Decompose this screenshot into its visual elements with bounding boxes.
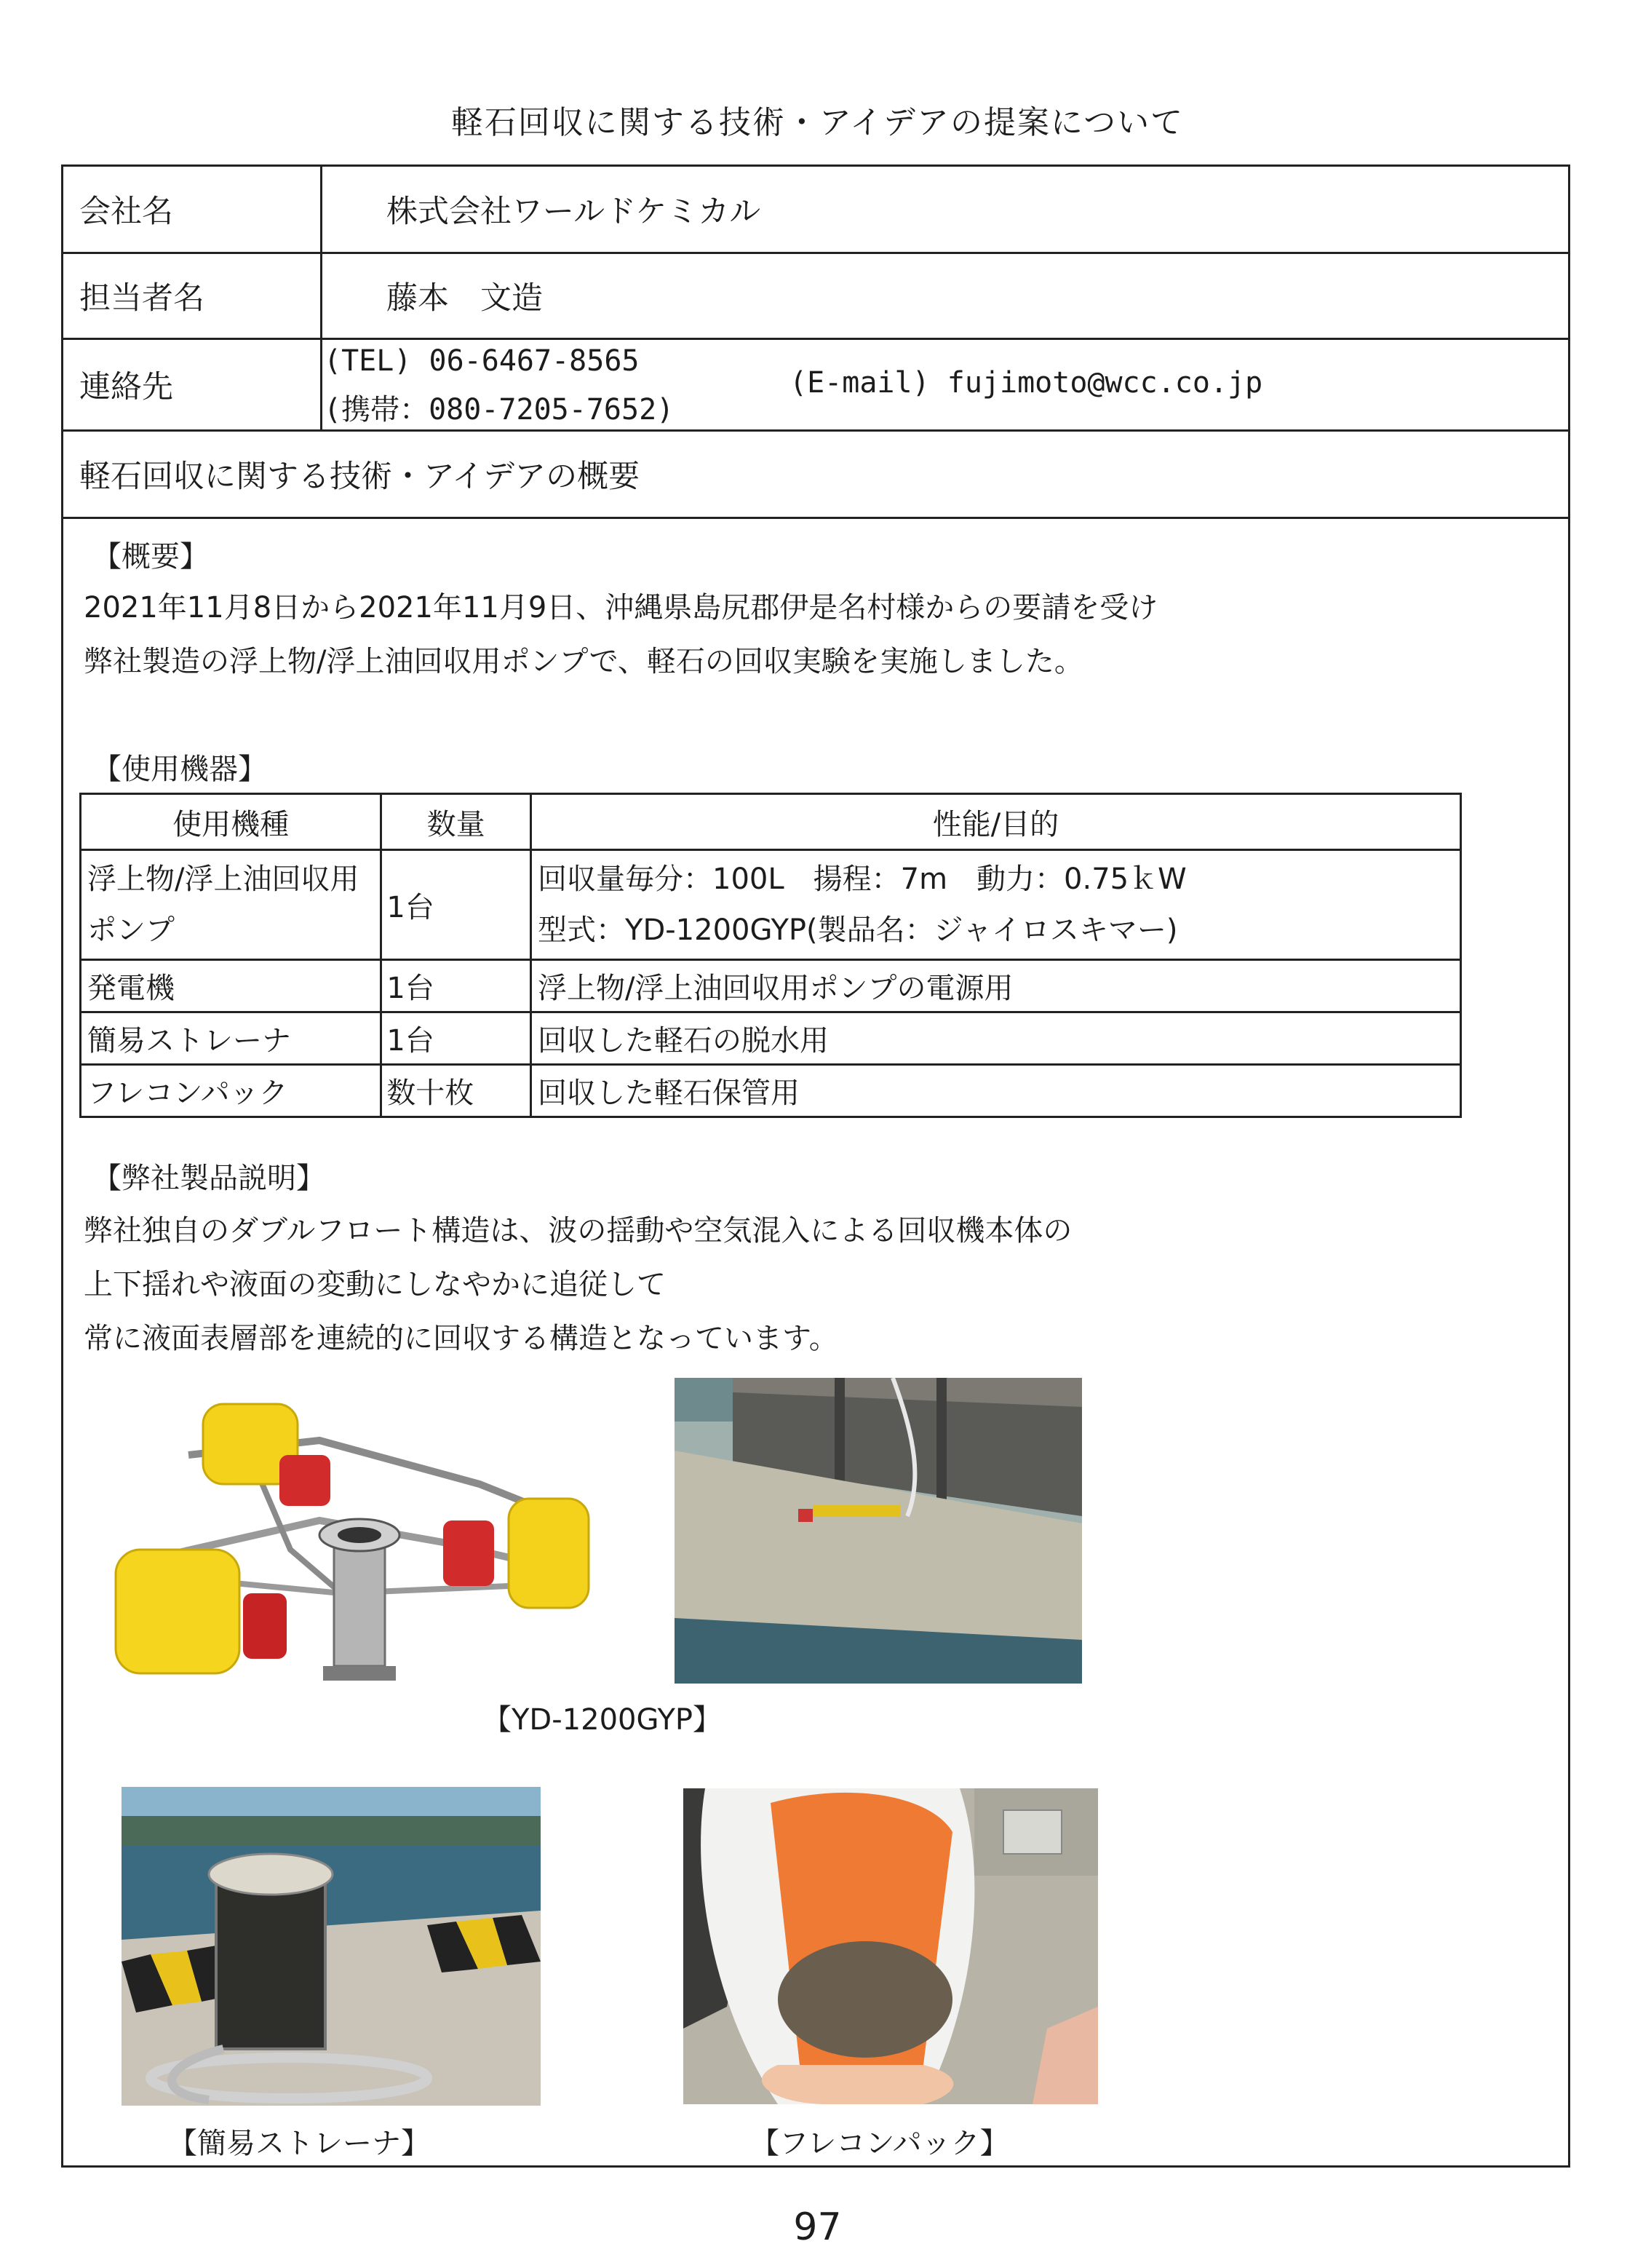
strainer-caption: 【簡易ストレーナ】 — [168, 2127, 430, 2160]
company-value: 株式会社ワールドケミカル — [386, 194, 761, 230]
harbor-operation-photo — [675, 1378, 1082, 1684]
pump-caption: 【YD-1200GYP】 — [482, 1703, 723, 1737]
summary-line: 弊社製造の浮上物/浮上油回収用ポンプで、軽石の回収実験を実施しました。 — [84, 645, 1083, 678]
equipment-quantity: 1台 — [381, 960, 531, 1012]
equipment-purpose: 回収した軽石保管用 — [531, 1065, 1461, 1117]
equipment-quantity: 1台 — [381, 1012, 531, 1065]
equipment-name: 発電機 — [81, 960, 381, 1012]
product-line: 上下揺れや液面の変動にしなやかに追従して — [84, 1268, 666, 1301]
person-label: 担当者名 — [63, 254, 322, 338]
overview-header-row — [63, 432, 1568, 519]
person-value: 藤本 文造 — [386, 280, 543, 317]
flexible-container-photo — [683, 1788, 1098, 2104]
strainer-photo — [122, 1787, 541, 2106]
table-row — [81, 850, 1461, 960]
equipment-name: フレコンパック — [81, 1065, 381, 1117]
contact-label: 連絡先 — [63, 340, 322, 429]
equipment-purpose: 回収した軽石の脱水用 — [531, 1012, 1461, 1065]
table-row — [81, 1012, 1461, 1065]
contact-tel: (TEL) 06-6467-8565 — [324, 344, 640, 378]
column-header-quantity: 数量 — [381, 794, 531, 850]
product-line: 常に液面表層部を連続的に回収する構造となっています。 — [84, 1322, 838, 1355]
company-row — [63, 167, 1568, 254]
skimmer-pump-photo — [101, 1375, 610, 1695]
equipment-purpose-cell — [531, 850, 1461, 960]
equipment-purpose: 回収量毎分：100L 揚程：7m 動力：0.75ｋW — [538, 863, 1187, 896]
contact-mobile: (携帯：080-7205-7652) — [324, 393, 675, 427]
table-row — [81, 960, 1461, 1012]
person-row — [63, 254, 1568, 340]
contact-email: (E-mail) fujimoto@wcc.co.jp — [789, 366, 1263, 400]
equipment-name: 簡易ストレーナ — [81, 1012, 381, 1065]
flexible-container-caption: 【フレコンパック】 — [750, 2127, 1009, 2160]
column-header-model: 使用機種 — [81, 794, 381, 850]
equipment-name: 浮上物/浮上油回収用ポンプ — [81, 850, 381, 960]
equipment-quantity: 1台 — [381, 850, 531, 960]
column-header-purpose: 性能/目的 — [531, 794, 1461, 850]
equipment-quantity: 数十枚 — [381, 1065, 531, 1117]
company-label: 会社名 — [63, 167, 322, 252]
equipment-purpose: 浮上物/浮上油回収用ポンプの電源用 — [531, 960, 1461, 1012]
contact-row — [63, 340, 1568, 432]
proposal-form — [61, 164, 1570, 2168]
document-title: 軽石回収に関する技術・アイデアの提案について — [450, 104, 1185, 141]
product-line: 弊社独自のダブルフロート構造は、波の揺動や空気混入による回収機本体の — [84, 1214, 1073, 1248]
summary-heading: 【概要】 — [92, 540, 209, 574]
product-heading: 【弊社製品説明】 — [92, 1162, 325, 1195]
summary-line: 2021年11月8日から2021年11月9日、沖縄県島尻郡伊是名村様からの要請を受け — [84, 591, 1158, 625]
equipment-model: 型式：YD-1200GYP(製品名：ジャイロスキマー) — [538, 913, 1178, 947]
overview-header: 軽石回収に関する技術・アイデアの概要 — [79, 459, 640, 495]
equipment-table — [79, 793, 1462, 1118]
table-row — [81, 1065, 1461, 1117]
table-header-row — [81, 794, 1461, 850]
equipment-heading: 【使用機器】 — [92, 753, 267, 786]
page-number: 97 — [793, 2205, 842, 2249]
